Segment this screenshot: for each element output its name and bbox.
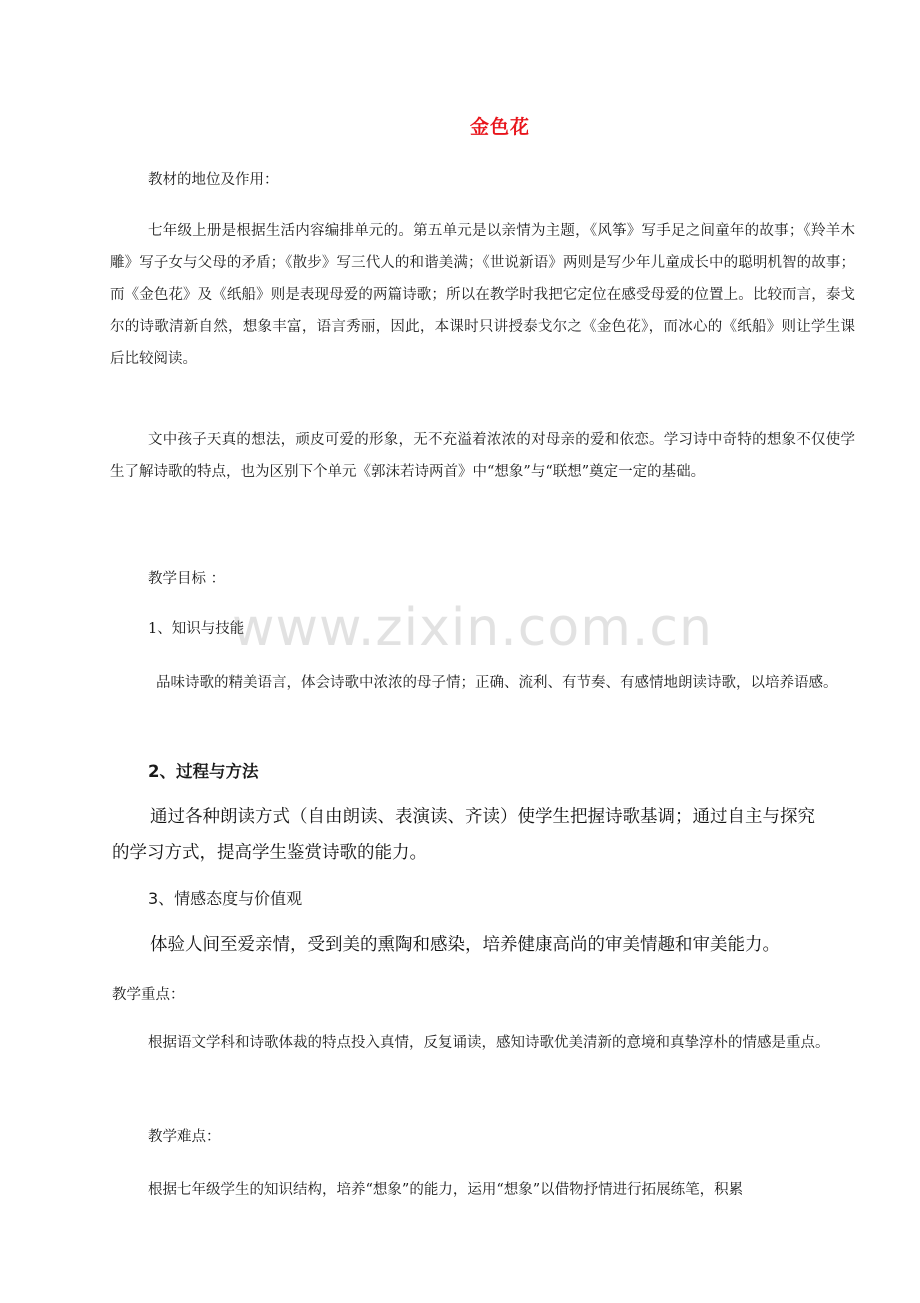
paragraph-position-role: 七年级上册是根据生活内容编排单元的。第五单元是以亲情为主题，《风筝》写手足之间童年的故事；《羚羊木雕》写子女与父母的矛盾；《散步》写三代人的和谐美满；《世说新语》两则是写少年儿童成长中的聪明机智的故事；而《金色花》及《纸船》则是表现母爱的两篇诗歌；所以在教学时我把它定位在感受母爱的位置上。比较而言，泰戈尔的诗歌清新自然，想象丰富，语言秀丽，因此，本课时只讲授泰戈尔之《金色花》，而冰心的《纸船》则让学生课后比较阅读。 — [110, 223, 855, 367]
site-watermark: www.zixin.com.cn — [232, 598, 713, 658]
section-heading-position: 教材的地位及作用： — [148, 172, 279, 188]
key-points-text: 根据语文学科和诗歌体裁的特点投入真情，反复诵读，感知诗歌优美清新的意境和真挚淳朴的情感是重点。 — [148, 1035, 830, 1051]
goal2-text-line1: 通过各种朗读方式（自由朗读、表演读、齐读）使学生把握诗歌基调；通过自主与探究 — [150, 807, 815, 827]
difficulties-text: 根据七年级学生的知识结构，培养“想象”的能力，运用“想象”以借物抒情进行拓展练笔，积累 — [148, 1182, 744, 1198]
section-heading-goals: 教学目标 ： — [148, 571, 226, 587]
goal1-text: 品味诗歌的精美语言，体会诗歌中浓浓的母子情；正确、流利、有节奏、有感情地朗读诗歌，以培养语感。 — [156, 675, 838, 691]
section-heading-key-points: 教学重点： — [112, 987, 185, 1003]
paragraph-child-imagination: 文中孩子天真的想法，顽皮可爱的形象，无不充溢着浓浓的对母亲的爱和依恋。学习诗中奇特的想象不仅使学生了解诗歌的特点，也为区别下个单元《郭沫若诗两首》中“想象”与“联想”奠定一定的基础。 — [110, 432, 855, 480]
document-title: 金色花 — [469, 116, 530, 138]
goal1-heading: 1、知识与技能 — [148, 621, 245, 637]
goal2-text-line2: 的学习方式，提高学生鉴赏诗歌的能力。 — [112, 843, 427, 863]
goal2-heading: 2、过程与方法 — [148, 762, 259, 781]
goal3-heading: 3、情感态度与价值观 — [148, 889, 303, 908]
section-heading-difficulties: 教学难点： — [148, 1129, 221, 1145]
goal3-text: 体验人间至爱亲情，受到美的熏陶和感染，培养健康高尚的审美情趣和审美能力。 — [150, 935, 780, 955]
